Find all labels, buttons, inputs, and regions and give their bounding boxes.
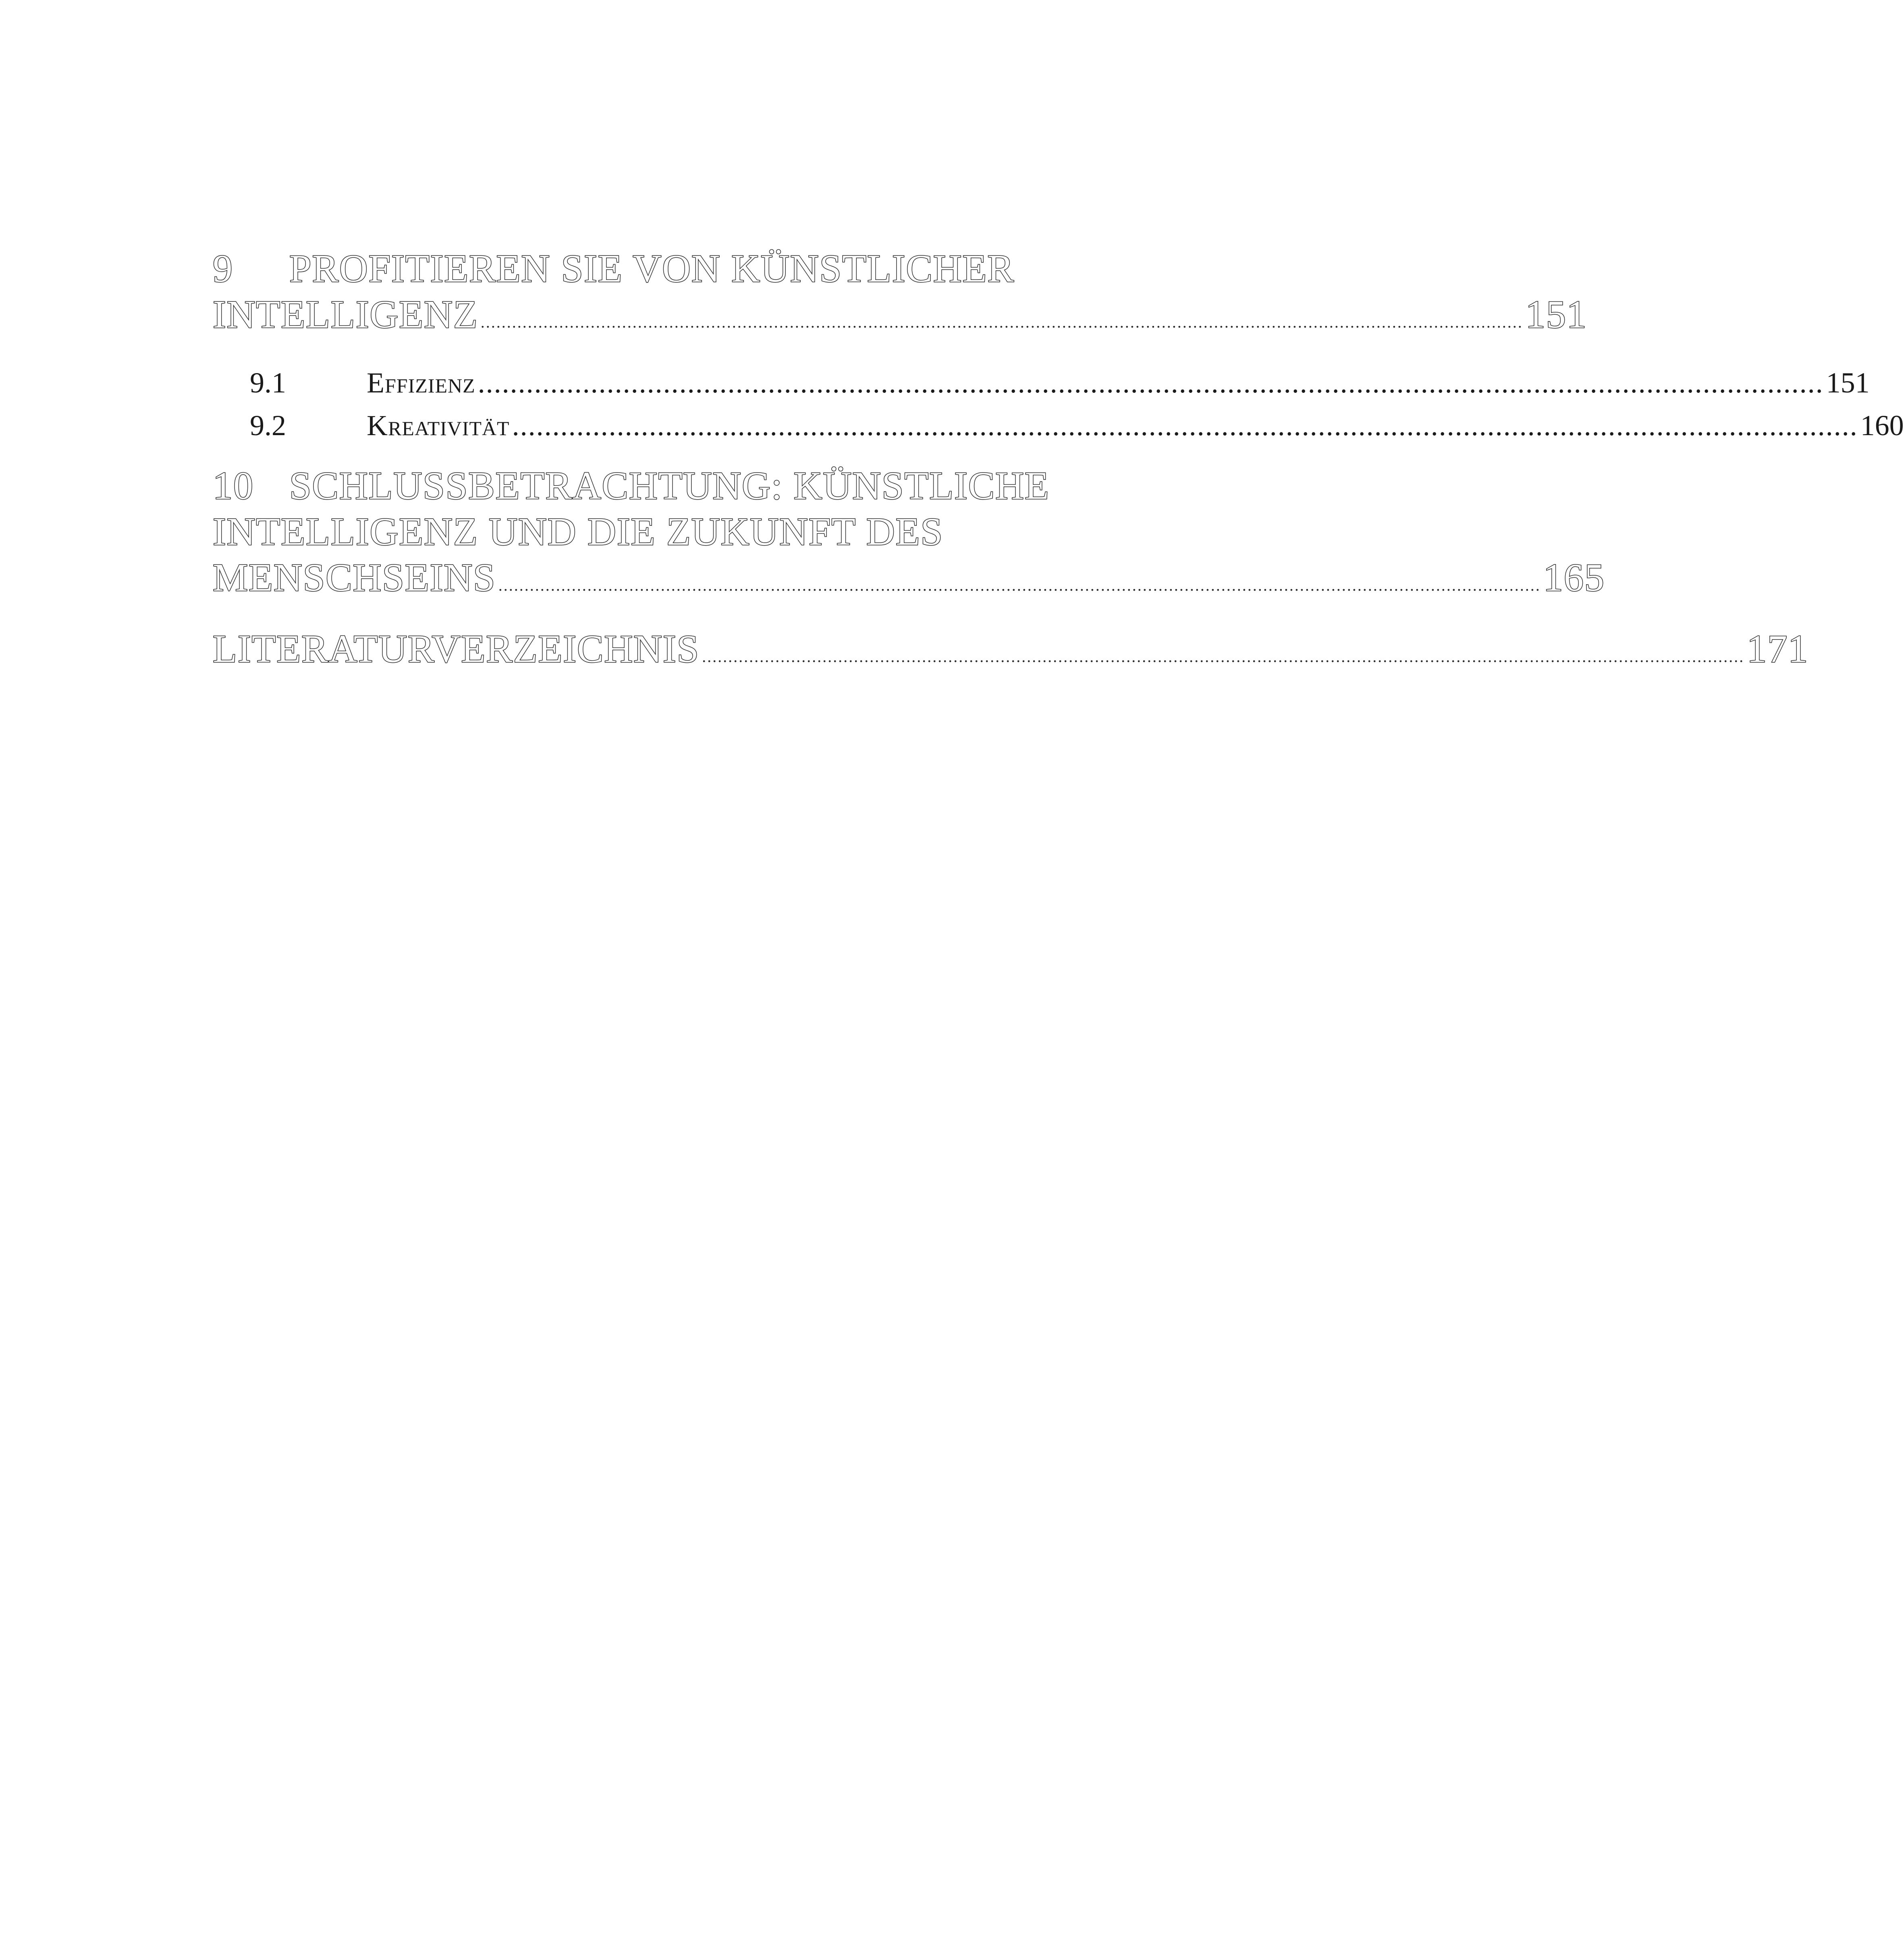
chapter-number: 9 [213, 247, 233, 291]
toc-entry-section-9-2[interactable] [250, 404, 1904, 447]
page-number: 151 [1525, 293, 1587, 336]
section-list [250, 361, 1904, 447]
toc-entry-chapter-9[interactable] [213, 246, 1587, 345]
chapter-10-first-line [213, 463, 1154, 509]
section-title: Effizienz [367, 367, 475, 399]
page-number: 151 [1826, 367, 1870, 399]
page-number: 165 [1543, 556, 1605, 600]
dot-leader: ....................................................................................................................................................................................................... [480, 313, 1523, 331]
toc-entry-bibliography[interactable] [213, 626, 1809, 680]
chapter-title-continued: INTELLIGENZ UND DIE ZUKUNFT DES [213, 510, 944, 554]
chapter-title-continued: MENSCHSEINS [213, 556, 496, 600]
dot-leader: ....................................................................................................................................................................................................... [498, 576, 1541, 594]
page-number: 160 [1860, 409, 1904, 442]
page-number: 171 [1747, 627, 1809, 671]
dot-leader: ....................................................................................................................................................................................................... [702, 647, 1745, 666]
chapter-title-continued: INTELLIGENZ [213, 293, 478, 336]
chapter-title: SCHLUSSBETRACHTUNG: KÜNSTLICHE [289, 464, 1050, 508]
bibliography-title: LITERATURVERZEICHNIS [213, 627, 700, 671]
chapter-number: 10 [213, 464, 254, 508]
section-number: 9.2 [250, 409, 286, 442]
chapter-9-first-line [213, 246, 1154, 292]
dot-leader: ....................................................................................................................................................................... [512, 409, 1858, 442]
toc-entry-chapter-10[interactable] [213, 463, 1605, 608]
chapter-9-last-line [213, 292, 1587, 345]
chapter-10-last-line [213, 555, 1605, 608]
toc-entry-section-9-1[interactable] [250, 361, 1870, 404]
section-number: 9.1 [250, 367, 286, 399]
table-of-contents [213, 246, 1904, 680]
section-title: Kreativität [367, 409, 510, 442]
dot-leader: ....................................................................................................................................................................... [478, 367, 1824, 399]
chapter-title: PROFITIEREN SIE VON KÜNSTLICHER [289, 247, 1015, 291]
bibliography-line [213, 626, 1809, 680]
